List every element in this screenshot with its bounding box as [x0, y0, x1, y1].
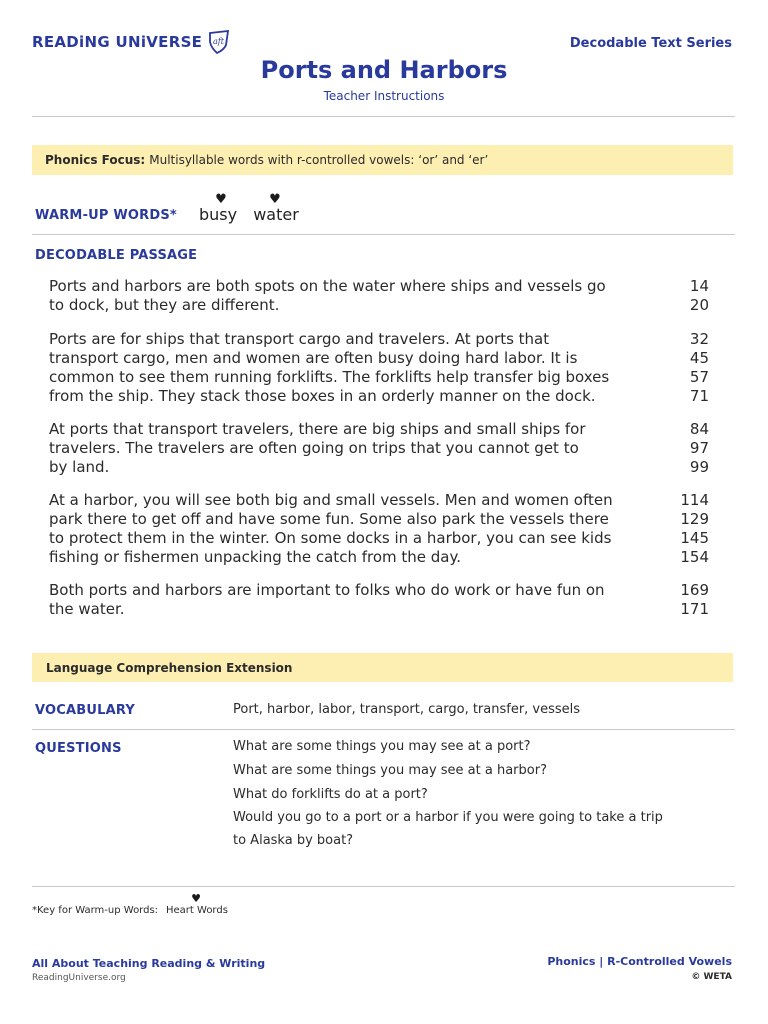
passage-paragraph — [49, 581, 659, 619]
word-count: 45 — [689, 349, 709, 367]
phonics-focus-text: Multisyllable words with r-controlled vowels: ‘or’ and ‘er’ — [149, 153, 489, 167]
questions-heading: QUESTIONS — [35, 741, 122, 756]
passage-heading: DECODABLE PASSAGE — [35, 248, 198, 263]
warmup-word-busy: busy — [198, 205, 238, 224]
divider — [32, 234, 735, 235]
word-count: 97 — [689, 439, 709, 457]
divider — [32, 116, 735, 117]
logo-text: READiNG UNiVERSE — [32, 33, 203, 51]
passage-line: Ports and harbors are both spots on the water where ships and vessels go — [49, 277, 606, 295]
word-count: 129 — [680, 510, 709, 528]
page-subtitle: Teacher Instructions — [323, 89, 445, 103]
question-item: What do forklifts do at a port? — [233, 787, 428, 802]
warmup-heading: WARM-UP WORDS* — [35, 208, 177, 223]
word-count: 114 — [680, 491, 709, 509]
reading-universe-logo — [32, 30, 230, 54]
passage-line: to protect them in the winter. On some docks in a harbor, you can see kids — [49, 529, 612, 547]
key-label: *Key for Warm-up Words: — [32, 905, 159, 916]
passage-line: the water. — [49, 600, 125, 618]
word-count: 99 — [689, 458, 709, 476]
word-count-column — [660, 581, 709, 619]
vocabulary-heading: VOCABULARY — [35, 703, 136, 718]
warmup-word-water: water — [253, 205, 299, 224]
question-item: What are some things you may see at a harbor? — [233, 763, 547, 778]
divider — [32, 886, 735, 887]
word-count: 14 — [689, 277, 709, 295]
question-item: What are some things you may see at a port? — [233, 739, 531, 754]
passage-paragraph — [49, 491, 659, 567]
heart-icon: ♥ — [269, 192, 281, 207]
passage-line: fishing or fishermen unpacking the catch from the day. — [49, 548, 461, 566]
word-count: 71 — [689, 387, 709, 405]
word-count: 84 — [689, 420, 709, 438]
divider — [32, 729, 735, 730]
phonics-focus-band — [32, 145, 733, 175]
passage-line: from the ship. They stack those boxes in an orderly manner on the dock. — [49, 387, 596, 405]
question-item: Would you go to a port or a harbor if you were going to take a trip — [233, 810, 663, 825]
question-item: to Alaska by boat? — [233, 833, 354, 848]
svg-text:aft: aft — [213, 37, 225, 46]
word-count: 145 — [680, 529, 709, 547]
key-heart-words: Heart Words — [166, 905, 228, 916]
word-count-column — [660, 277, 709, 315]
passage-line: Ports are for ships that transport cargo and travelers. At ports that — [49, 330, 550, 348]
passage-paragraph — [49, 277, 659, 315]
footer-url[interactable]: ReadingUniverse.org — [32, 973, 126, 983]
word-count: 171 — [680, 600, 709, 618]
passage-line: At ports that transport travelers, there are big ships and small ships for — [49, 420, 586, 438]
word-count: 169 — [680, 581, 709, 599]
heart-icon: ♥ — [215, 192, 227, 207]
word-count: 20 — [689, 296, 709, 314]
passage-line: common to see them running forklifts. The forklifts help transfer big boxes — [49, 368, 610, 386]
footer-category: Phonics | R-Controlled Vowels — [547, 955, 732, 968]
phonics-focus-label: Phonics Focus: — [45, 153, 146, 167]
page-title: Ports and Harbors — [260, 56, 508, 84]
word-count: 32 — [689, 330, 709, 348]
word-count-column — [660, 491, 709, 567]
passage-line: At a harbor, you will see both big and small vessels. Men and women often — [49, 491, 613, 509]
word-count: 154 — [680, 548, 709, 566]
word-count-column — [660, 330, 709, 406]
aft-shield-icon — [208, 30, 230, 54]
heart-icon: ♥ — [191, 892, 201, 905]
word-count: 57 — [689, 368, 709, 386]
footer-title: All About Teaching Reading & Writing — [32, 957, 266, 970]
passage-line: travelers. The travelers are often going on trips that you cannot get to — [49, 439, 579, 457]
series-label: Decodable Text Series — [569, 36, 732, 51]
passage-line: park there to get off and have some fun. Some also park the vessels there — [49, 510, 609, 528]
vocabulary-list: Port, harbor, labor, transport, cargo, transfer, vessels — [233, 702, 581, 717]
extension-band: Language Comprehension Extension — [32, 653, 733, 682]
passage-line: transport cargo, men and women are often busy doing hard labor. It is — [49, 349, 578, 367]
passage-line: Both ports and harbors are important to folks who do work or have fun on — [49, 581, 605, 599]
word-count-column — [660, 420, 709, 477]
passage-paragraph — [49, 330, 659, 406]
passage-paragraph — [49, 420, 659, 477]
footer-copyright: © WETA — [691, 972, 732, 982]
passage-line: by land. — [49, 458, 110, 476]
passage-line: to dock, but they are different. — [49, 296, 280, 314]
